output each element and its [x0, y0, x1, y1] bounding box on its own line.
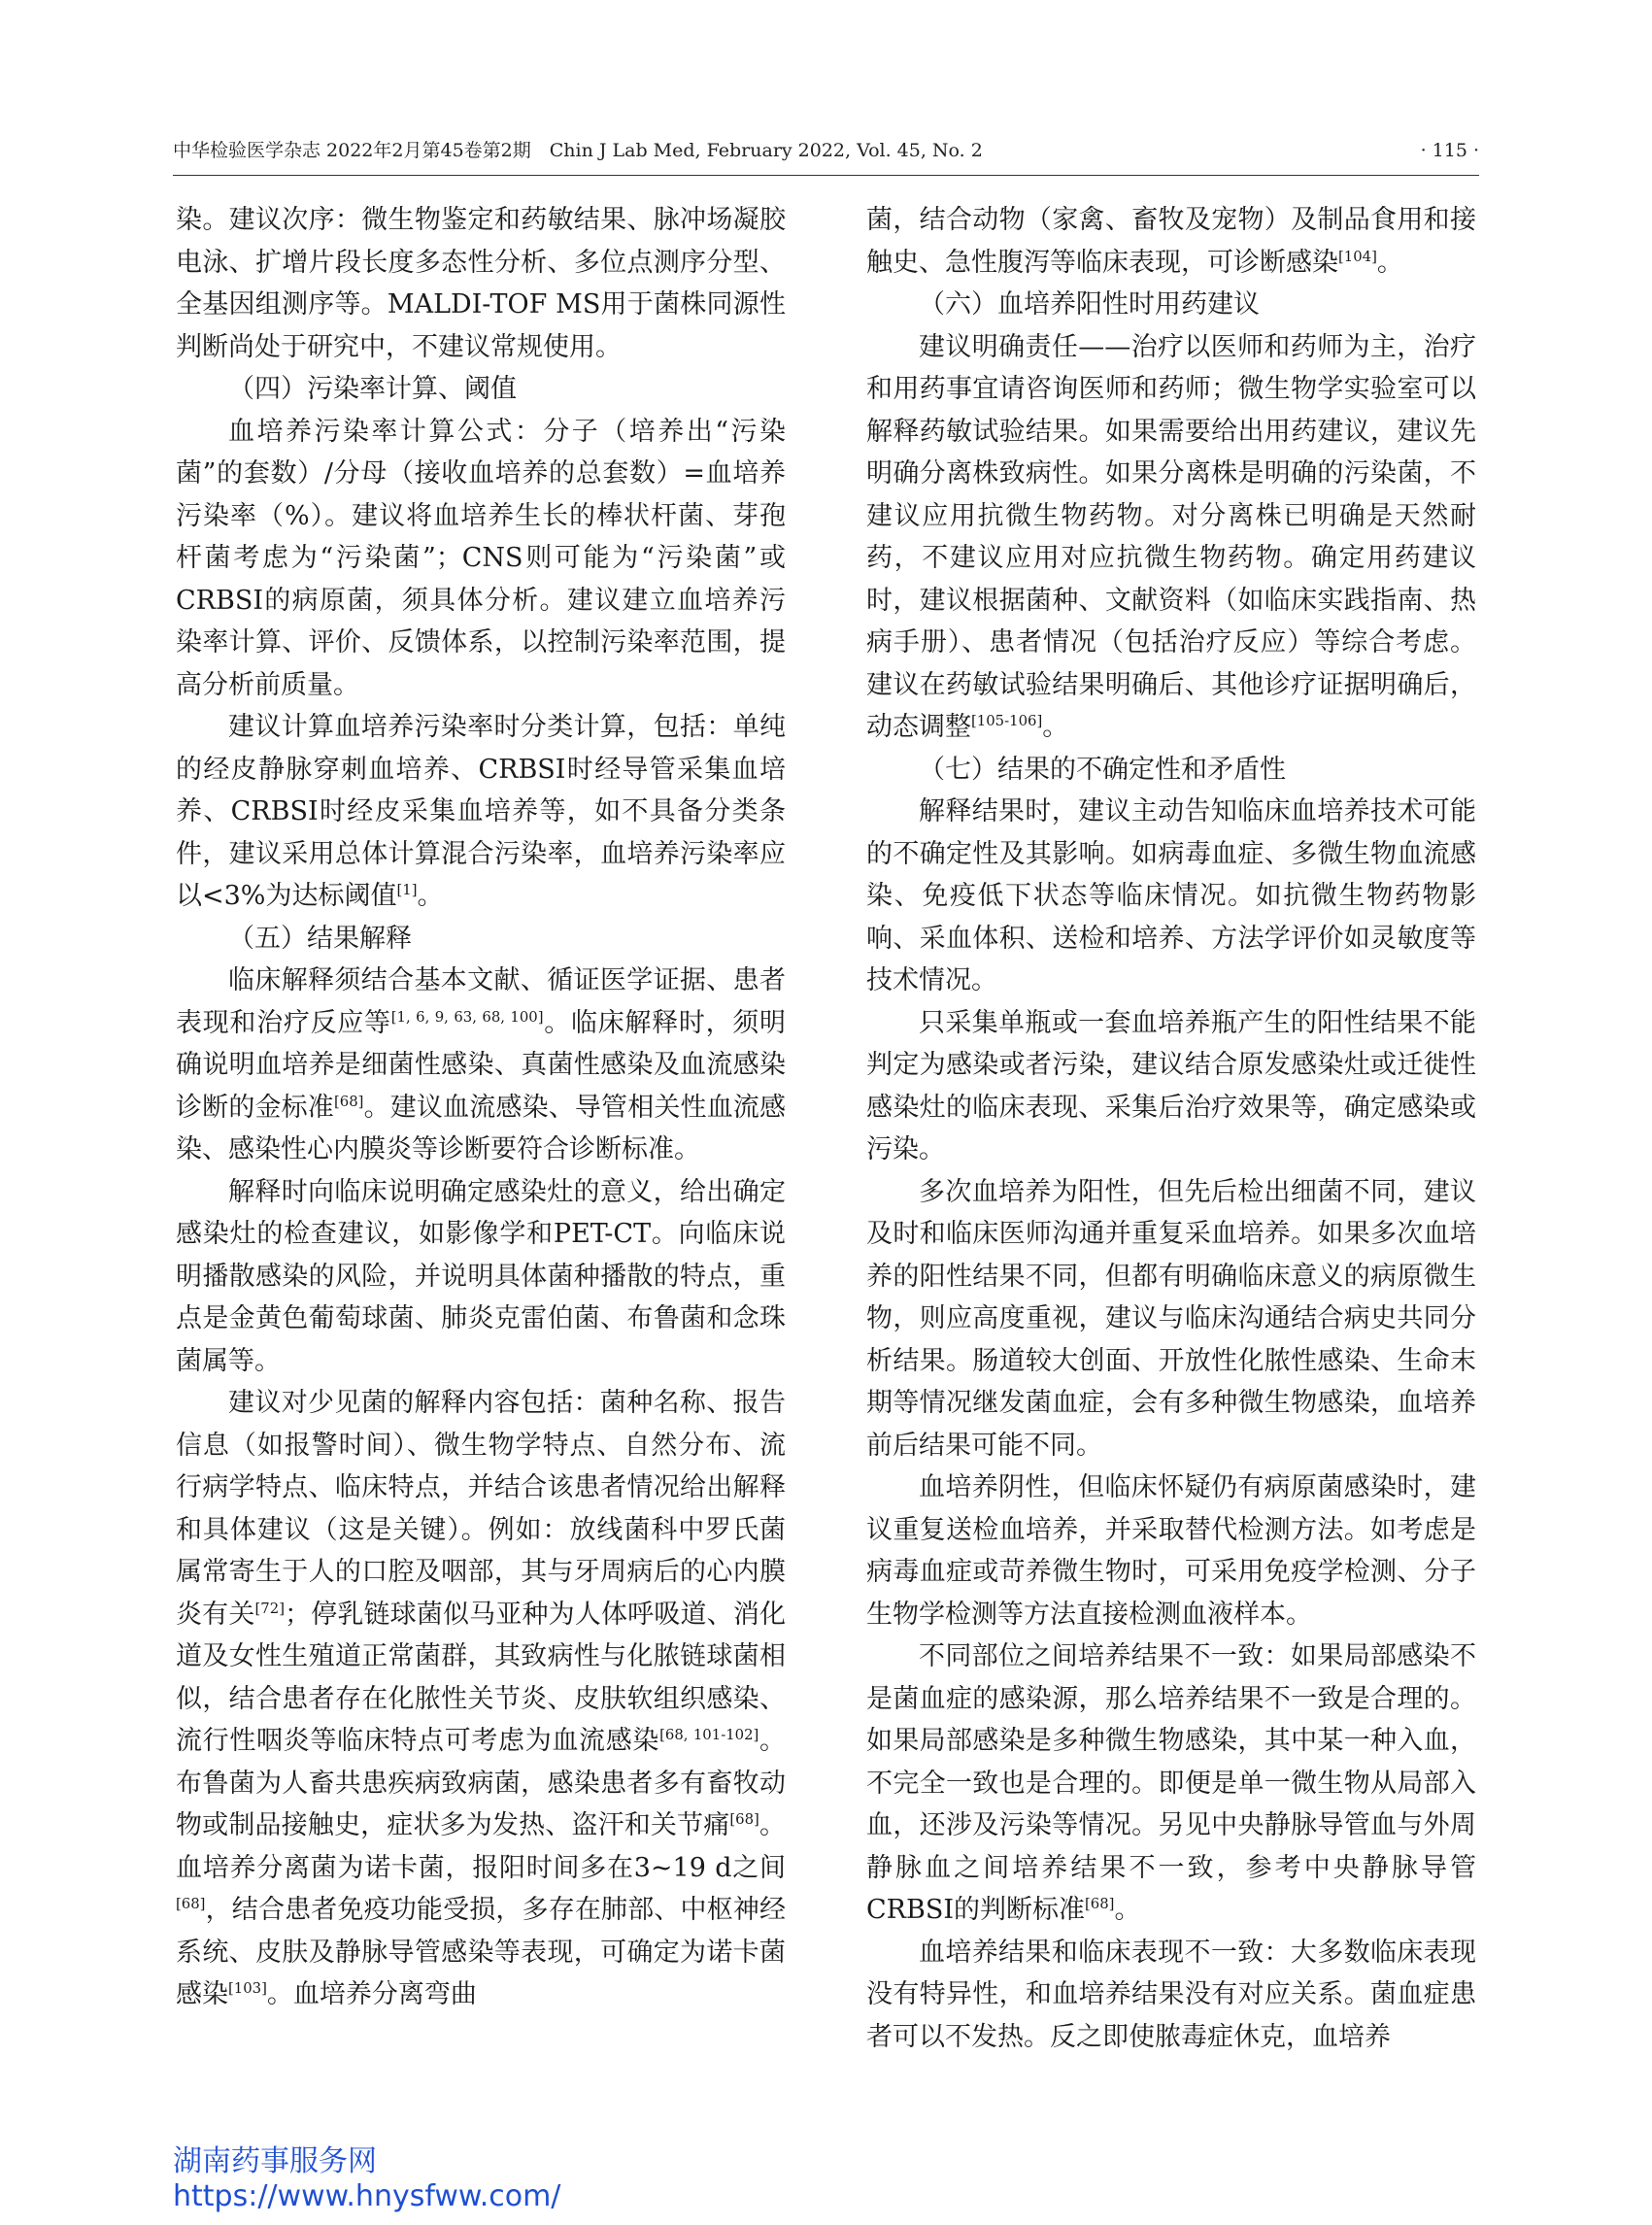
right-column [866, 199, 1476, 2058]
section-heading: （五）结果解释 [228, 923, 412, 954]
paragraph: 染。建议次序：微生物鉴定和药敏结果、脉冲场凝胶电泳、扩增片段长度多态性分析、多位点测序分型、全基因组测序等。MALDI-TOF MS用于菌株同源性判断尚处于研究中，不建议常规使用。 [176, 205, 786, 362]
paragraph: 建议计算血培养污染率时分类计算，包括：单纯的经皮静脉穿刺血培养、CRBSI时经导管采集血培养、CRBSI时经皮采集血培养等，如不具备分类条件，建议采用总体计算混合污染率，血培养污染率应以<3%为达标阈值[1]。 [176, 712, 786, 911]
site-url-link[interactable]: https://www.hnysfww.com/ [173, 2179, 561, 2213]
citation: [72] [254, 1599, 285, 1617]
citation: [68] [729, 1810, 759, 1828]
citation: [68] [333, 1092, 364, 1110]
paragraph: 血培养阴性，但临床怀疑仍有病原菌感染时，建议重复送检血培养，并采取替代检测方法。如考虑是病毒血症或苛养微生物时，可采用免疫学检测、分子生物学检测等方法直接检测血液样本。 [866, 1472, 1476, 1630]
journal-citation: 中华检验医学杂志 2022年2月第45卷第2期 Chin J Lab Med, February 2022, Vol. 45, No. 2 [173, 140, 983, 161]
citation: [1] [396, 881, 418, 898]
section-heading: （七）结果的不确定性和矛盾性 [919, 754, 1286, 785]
header-rule [173, 175, 1479, 176]
paragraph: 临床解释须结合基本文献、循证医学证据、患者表现和治疗反应等[1, 6, 9, 63, 68, 100]。临床解释时，须明确说明血培养是细菌性感染、真菌性感染及血流感染诊断的金标准[68]。建议血流感染、导管相关性血流感染、感染性心内膜炎等诊断要符合诊断标准。 [176, 965, 787, 1164]
paragraph: 血培养污染率计算公式：分子（培养出“污染菌”的套数）/分母（接收血培养的总套数）=血培养污染率（%）。建议将血培养生长的棒状杆菌、芽孢杆菌考虑为“污染菌”；CNS则可能为“污染菌”或CRBSI的病原菌，须具体分析。建议建立血培养污染率计算、评价、反馈体系，以控制污染率范围，提高分析前质量。 [176, 416, 786, 700]
citation: [1, 6, 9, 63, 68, 100] [390, 1007, 544, 1026]
paragraph: 只采集单瓶或一套血培养瓶产生的阳性结果不能判定为感染或者污染，建议结合原发感染灶或迁徙性感染灶的临床表现、采集后治疗效果等，确定感染或污染。 [866, 1007, 1476, 1164]
paragraph: 多次血培养为阳性，但先后检出细菌不同，建议及时和临床医师沟通并重复采血培养。如果多次血培养的阳性结果不同，但都有明确临床意义的病原微生物，则应高度重视，建议与临床沟通结合病史共同分析结果。肠道较大创面、开放性化脓性感染、生命末期等情况继发菌血症，会有多种微生物感染，血培养前后结果可能不同。 [866, 1176, 1476, 1461]
citation: [68] [176, 1895, 206, 1912]
citation: [103] [228, 1979, 267, 1997]
citation: [68, 101-102] [659, 1726, 759, 1743]
citation: [68] [1085, 1895, 1115, 1912]
paragraph: 不同部位之间培养结果不一致：如果局部感染不是菌血症的感染源，那么培养结果不一致是合理的。如果局部感染是多种微生物感染，其中某一种入血，不完全一致也是合理的。即便是单一微生物从局部入血，还涉及污染等情况。另见中央静脉导管血与外周静脉血之间培养结果不一致，参考中央静脉导管CRBSI的判断标准[68]。 [866, 1641, 1476, 1925]
paragraph: 菌，结合动物（家禽、畜牧及宠物）及制品食用和接触史、急性腹泻等临床表现，可诊断感染[104]。 [866, 205, 1476, 278]
watermark-footer [173, 2144, 560, 2214]
left-column [176, 199, 786, 2016]
citation: [104] [1338, 247, 1377, 265]
site-name-link[interactable]: 湖南药事服务网 [173, 2144, 377, 2178]
section-heading: （六）血培养阳性时用药建议 [919, 289, 1260, 320]
paragraph: 解释时向临床说明确定感染灶的意义，给出确定感染灶的检查建议，如影像学和PET-CT。向临床说明播散感染的风险，并说明具体菌种播散的特点，重点是金黄色葡萄球菌、肺炎克雷伯菌、布鲁菌和念珠菌属等。 [176, 1176, 786, 1376]
paragraph: 解释结果时，建议主动告知临床血培养技术可能的不确定性及其影响。如病毒血症、多微生物血流感染、免疫低下状态等临床情况。如抗微生物药物影响、采血体积、送检和培养、方法学评价如灵敏度等技术情况。 [866, 796, 1476, 995]
paragraph: 建议对少见菌的解释内容包括：菌种名称、报告信息（如报警时间）、微生物学特点、自然分布、流行病学特点、临床特点，并结合该患者情况给出解释和具体建议（这是关键）。例如：放线菌科中罗氏菌属常寄生于人的口腔及咽部，其与牙周病后的心内膜炎有关[72]；停乳链球菌似马亚种为人体呼吸道、消化道及女性生殖道正常菌群，其致病性与化脓链球菌相似，结合患者存在化脓性关节炎、皮肤软组织感染、流行性咽炎等临床特点可考虑为血流感染[68, 101-102]。布鲁菌为人畜共患疾病致病菌，感染患者多有畜牧动物或制品接触史，症状多为发热、盗汗和关节痛[68]。血培养分离菌为诺卡菌，报阳时间多在3~19 d之间[68]，结合患者免疫功能受损，多存在肺部、中枢神经系统、皮肤及静脉导管感染等表现，可确定为诺卡菌感染[103]。血培养分离弯曲 [176, 1388, 787, 2009]
page-number: · 115 · [1420, 140, 1479, 161]
paragraph: 建议明确责任——治疗以医师和药师为主，治疗和用药事宜请咨询医师和药师；微生物学实验室可以解释药敏试验结果。如果需要给出用药建议，建议先明确分离株致病性。如果分离株是明确的污染菌，不建议应用抗微生物药物。对分离株已明确是天然耐药，不建议应用对应抗微生物药物。确定用药建议时，建议根据菌种、文献资料（如临床实践指南、热病手册）、患者情况（包括治疗反应）等综合考虑。建议在药敏试验结果明确后、其他诊疗证据明确后，动态调整[105-106]。 [866, 331, 1476, 742]
paragraph: 血培养结果和临床表现不一致：大多数临床表现没有特异性，和血培养结果没有对应关系。菌血症患者可以不发热。反之即使脓毒症休克，血培养 [866, 1937, 1476, 2052]
citation: [105-106] [971, 712, 1043, 729]
running-header [173, 131, 1479, 170]
section-heading: （四）污染率计算、阈值 [228, 374, 517, 404]
